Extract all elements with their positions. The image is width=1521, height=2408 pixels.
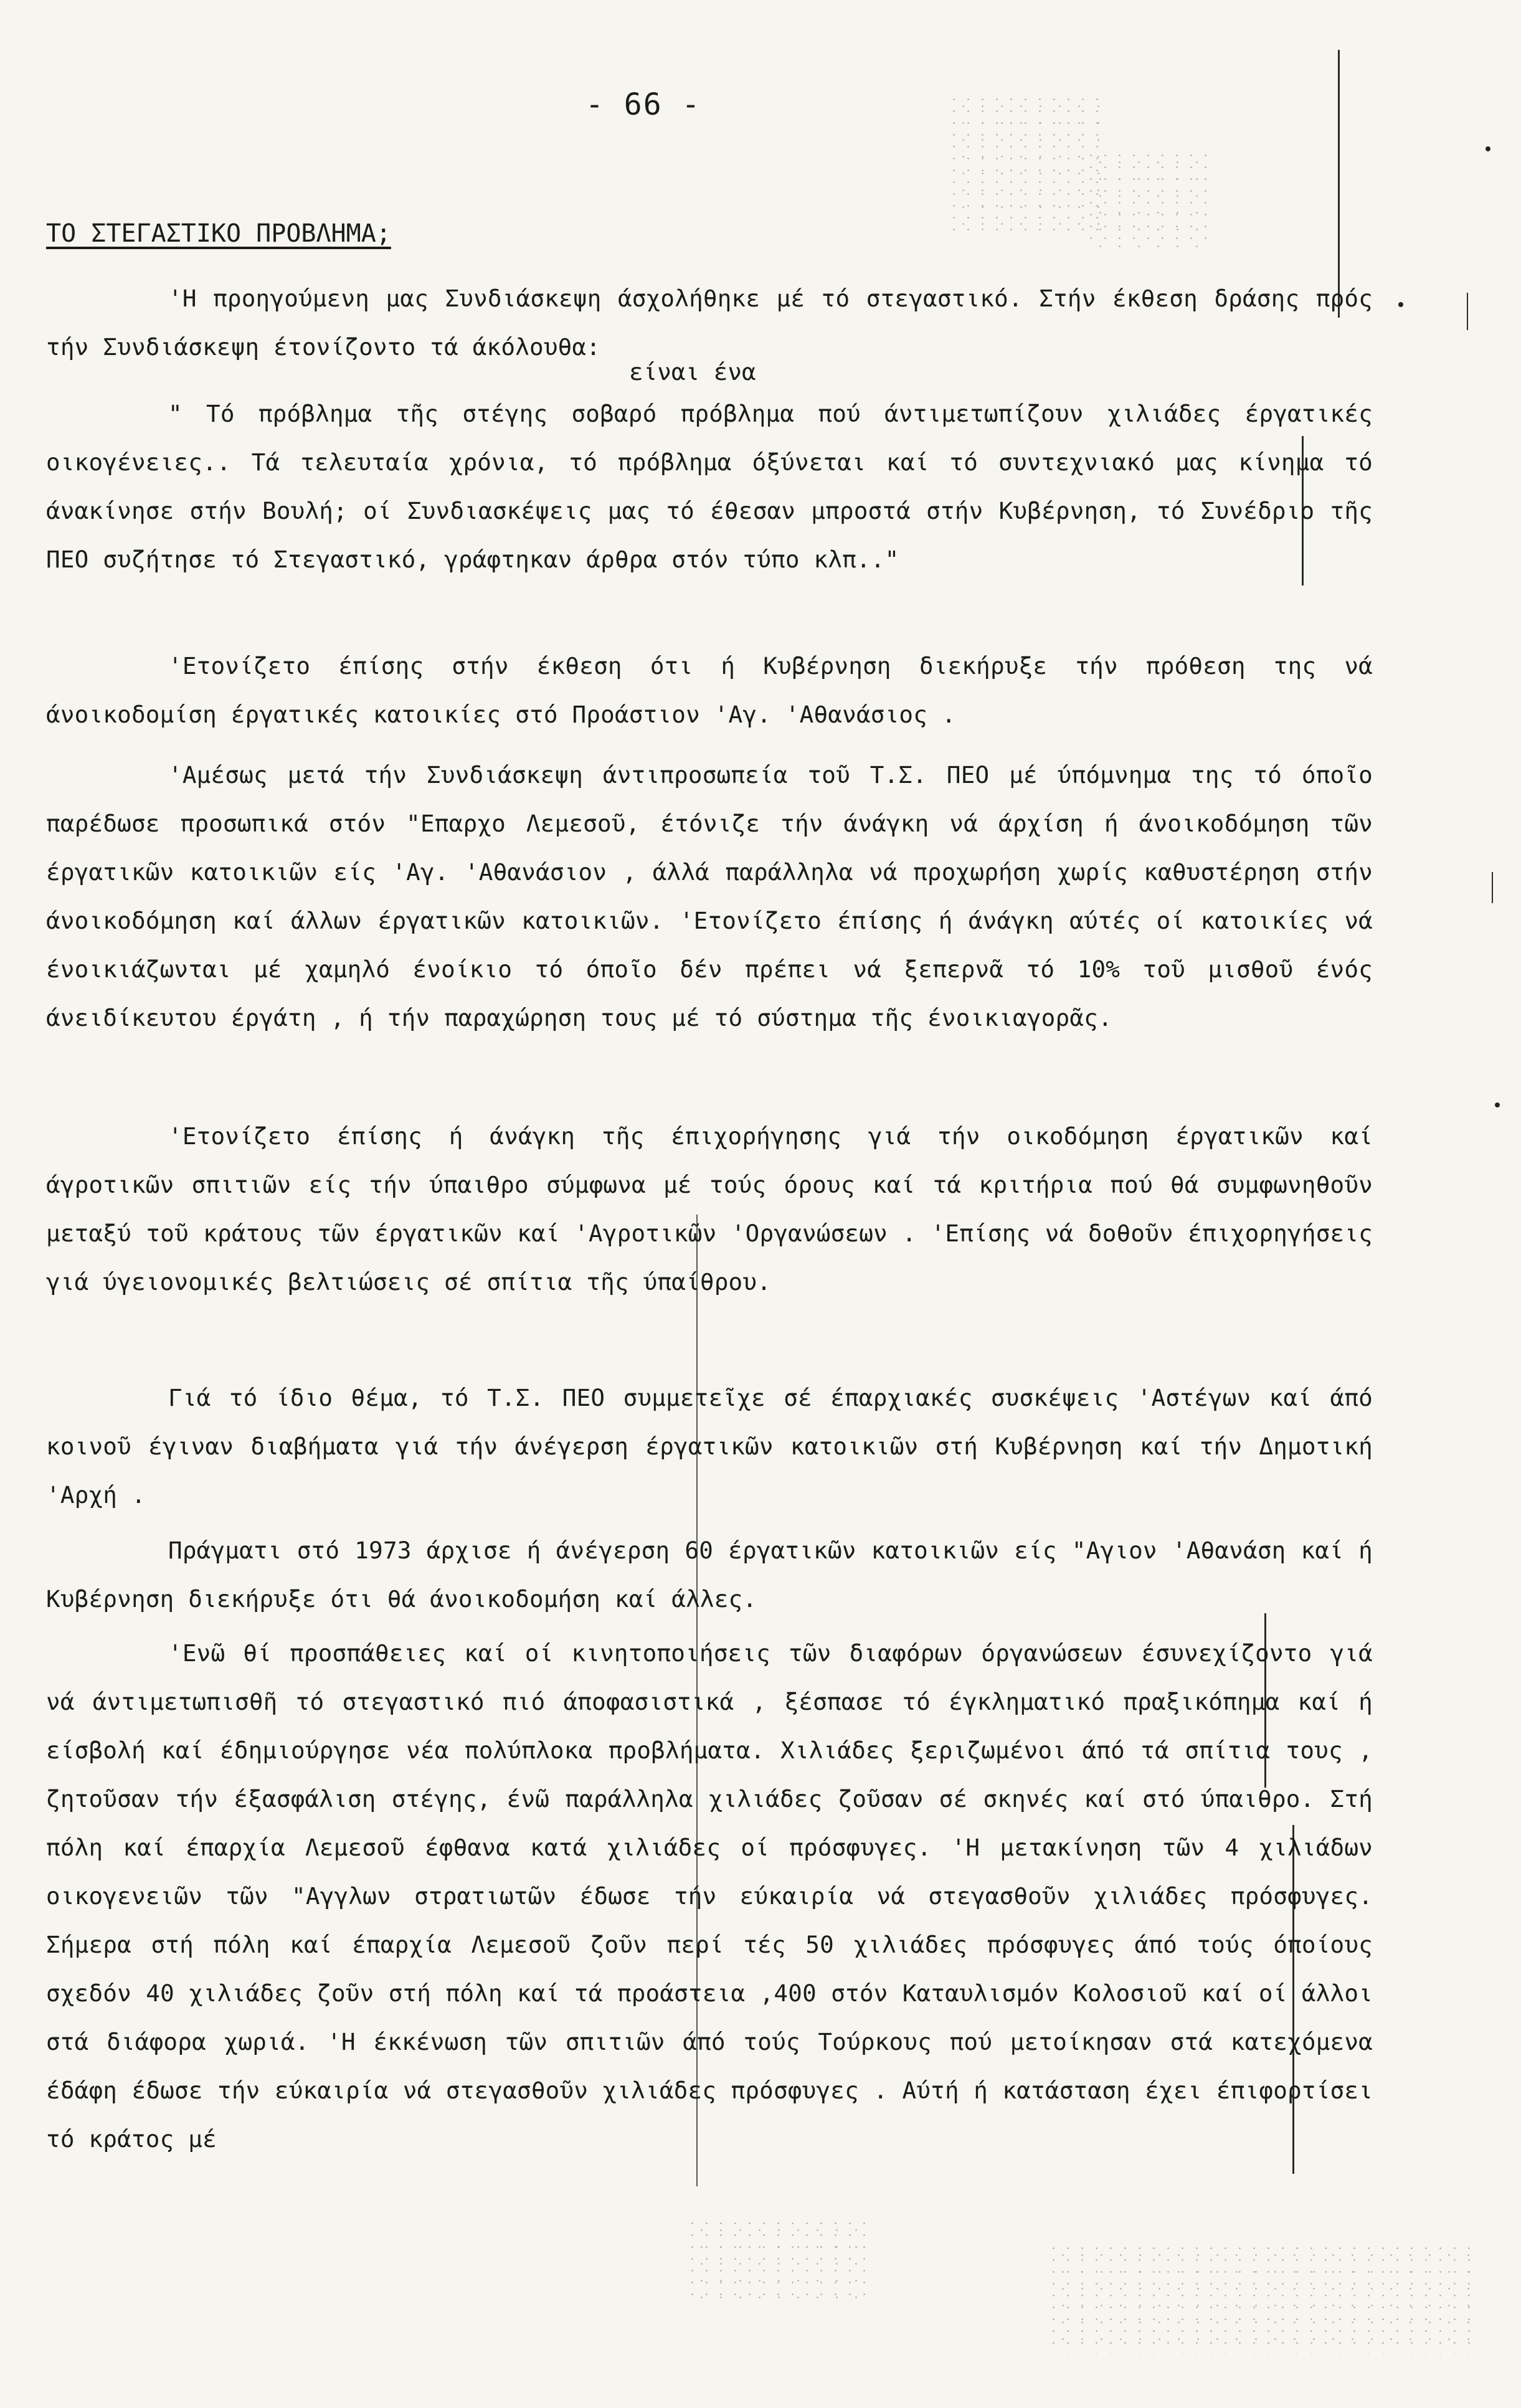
scan-line: [1492, 872, 1493, 903]
scan-line: [1467, 293, 1468, 330]
paragraph-5: 'Ετονίζετο έπίσης ή άνάγκη τῆς έπιχορήγησης γιά τήν οικοδόμηση έργατικῶν καί άγροτικῶν σπιτιῶν είς τήν ύπαιθρο σύμφωνα μέ τούς όρους καί τά κριτήρια πού θά συμφωνηθοῦν μεταξύ τοῦ κράτους τῶν έργατικῶν καί 'Αγροτικῶν 'Οργανώσεων . 'Επίσης νά δοθοῦν έπιχορηγήσεις γιά ύγειονομικές βελτιώσεις σέ σπίτια τῆς ύπαίθρου.: [46, 1122, 1373, 1296]
scan-dot: [1398, 302, 1403, 307]
paragraph-3: 'Ετονίζετο έπίσης στήν έκθεση ότι ή Κυβέρνηση διεκήρυξε τήν πρόθεση της νά άνοικοδομίση έργατικές κατοικίες στό Προάστιον 'Αγ. 'Αθανάσιος .: [46, 652, 1373, 728]
paragraph-1: 'Η προηγούμενη μας Συνδιάσκεψη άσχολήθηκε μέ τό στεγαστικό. Στήν έκθεση δράσης πρός τήν Συνδιάσκεψη έτονίζοντο τά άκόλουθα:: [46, 285, 1373, 361]
paragraph-7: Πράγματι στό 1973 άρχισε ή άνέγερση 60 έργατικῶν κατοικιῶν είς "Αγιον 'Αθανάση καί ή Κυβέρνηση διεκήρυξε ότι θά άνοικοδομήση καί άλλες.: [46, 1537, 1373, 1613]
scan-noise: [1084, 149, 1208, 249]
scan-noise: [1046, 2242, 1482, 2354]
paragraph-2: " Τό πρόβλημα τῆς στέγης σοβαρό πρόβλημα πού άντιμετωπίζουν χιλιάδες έργατικές οικογένειες.. Τά τελευταία χρόνια, τό πρόβλημα όξύνεται καί τό συντεχνιακό μας κίνημα τό άνακίνησε στήν Βουλή; οί Συνδιασκέψεις μας τό έθεσαν μπροστά στήν Κυβέρνηση, τό Συνέδριο τῆς ΠΕΟ συζήτησε τό Στεγαστικό, γράφτηκαν άρθρα στόν τύπο κλπ..": [46, 400, 1373, 573]
paragraph-4: 'Αμέσως μετά τήν Συνδιάσκεψη άντιπροσωπεία τοῦ Τ.Σ. ΠΕΟ μέ ύπόμνημα της τό όποῖο παρέδωσε προσωπικά στόν "Επαρχο Λεμεσοῦ, έτόνιζε τήν άνάγκη νά άρχίση ή άνοικοδόμηση τῶν έργατικῶν κατοικιῶν είς 'Αγ. 'Αθανάσιον , άλλά παράλληλα νά προχωρήση χωρίς καθυστέρηση στήν άνοικοδόμηση καί άλλων έργατικῶν κατοικιῶν. 'Ετονίζετο έπίσης ή άνάγκη αύτές οί κατοικίες νά ένοικιάζωνται μέ χαμηλό ένοίκιο τό όποῖο δέν πρέπει νά ξεπερνᾶ τό 10% τοῦ μισθοῦ ένός άνειδίκευτου έργάτη , ή τήν παραχώρηση τους μέ τό σύστημα τῆς ένοικιαγορᾶς.: [46, 761, 1373, 1031]
scan-noise: [685, 2217, 872, 2305]
page-number: - 66 -: [585, 87, 701, 122]
paragraph-8: 'Ενῶ θί προσπάθειες καί οί κινητοποιήσεις τῶν διαφόρων όργανώσεων έσυνεχίζοντο γιά νά άντιμετωπισθῆ τό στεγαστικό πιό άποφασιστικά , ξέσπασε τό έγκληματικό πραξικόπημα καί ή είσβολή καί έδημιούργησε νέα πολύπλοκα προβλήματα. Χιλιάδες ξεριζωμένοι άπό τά σπίτια τους , ζητοῦσαν τήν έξασφάλιση στέγης, ένῶ παράλληλα χιλιάδες ζοῦσαν σέ σκηνές καί στό ύπαιθρο. Στή πόλη καί έπαρχία Λεμεσοῦ έφθανα κατά χιλιάδες οί πρόσφυγες. 'Η μετακίνηση τῶν 4 χιλιάδων οικογενειῶν τῶν "Αγγλων στρατιωτῶν έδωσε τήν εύκαιρία νά στεγασθοῦν χιλιάδες πρόσφυγες. Σήμερα στή πόλη καί έπαρχία Λεμεσοῦ ζοῦν περί τές 50 χιλιάδες πρόσφυγες άπό τούς όποίους σχεδόν 40 χιλιάδες ζοῦν στή πόλη καί τά προάστεια ,400 στόν Καταυλισμόν Κολοσιοῦ καί οί άλλοι στά διάφορα χωριά. 'Η έκκένωση τῶν σπιτιῶν άπό τούς Τούρκους πού μετοίκησαν στά κατεχόμενα έδάφη έδωσε τήν εύκαιρία νά στεγασθοῦν χιλιάδες πρόσφυγες . Αύτή ή κατάσταση έχει έπιφορτίσει τό κράτος μέ: [46, 1639, 1373, 2153]
scan-dot: [1485, 146, 1490, 151]
paragraph-6: Γιά τό ίδιο θέμα, τό Τ.Σ. ΠΕΟ συμμετεῖχε σέ έπαρχιακές συσκέψεις 'Αστέγων καί άπό κοινοῦ έγιναν διαβήματα γιά τήν άνέγερση έργατικῶν κατοικιῶν στή Κυβέρνηση καί τήν Δημοτική 'Αρχή .: [46, 1384, 1373, 1509]
page-title: ΤΟ ΣΤΕΓΑΣΤΙΚΟ ΠΡΟΒΛΗΜΑ;: [46, 219, 391, 248]
scan-dot: [1495, 1102, 1500, 1107]
handwritten-insert: είναι ένα: [629, 358, 756, 386]
